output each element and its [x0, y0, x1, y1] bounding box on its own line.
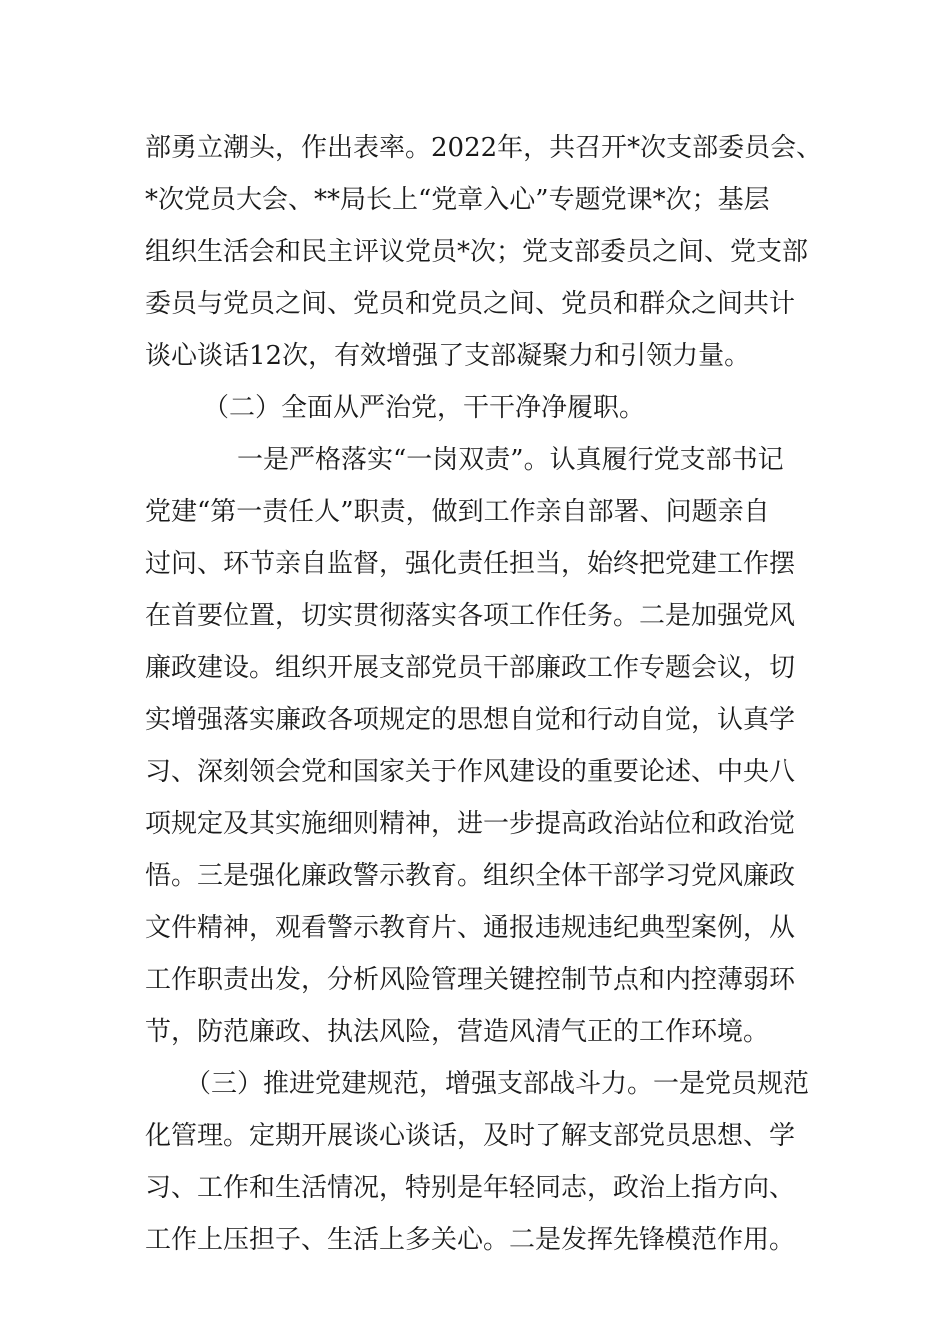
text-line-20: 化管理。定期开展谈心谈话，及时了解支部党员思想、学: [145, 1121, 796, 1151]
text-line-7: 一是严格落实“一岗双责”。认真履行党支部书记: [237, 445, 784, 475]
text-line-15: 悟。三是强化廉政警示教育。组织全体干部学习党风廉政: [145, 861, 796, 891]
text-line-16: 文件精神，观看警示教育片、通报违规违纪典型案例，从: [145, 913, 796, 943]
text-line-4: 委员与党员之间、党员和党员之间、党员和群众之间共计: [145, 289, 796, 319]
text-line-11: 廉政建设。组织开展支部党员干部廉政工作专题会议，切: [145, 653, 796, 683]
text-line-2: *次党员大会、**局长上“党章入心”专题党课*次；基层: [145, 185, 770, 215]
text-line-5: 谈心谈话12次，有效增强了支部凝聚力和引领力量。: [145, 341, 751, 371]
text-line-12: 实增强落实廉政各项规定的思想自觉和行动自觉，认真学: [145, 705, 796, 735]
text-line-22: 工作上压担子、生活上多关心。二是发挥先锋模范作用。: [145, 1225, 796, 1255]
text-line-13: 习、深刻领会党和国家关于作风建设的重要论述、中央八: [145, 757, 796, 787]
text-line-21: 习、工作和生活情况，特别是年轻同志，政治上指方向、: [145, 1173, 796, 1203]
text-line-18: 节，防范廉政、执法风险，营造风清气正的工作环境。: [145, 1017, 770, 1047]
text-line-8: 党建“第一责任人”职责，做到工作亲自部署、问题亲自: [145, 497, 770, 527]
text-line-14: 项规定及其实施细则精神，进一步提高政治站位和政治觉: [145, 809, 796, 839]
text-line-9: 过问、环节亲自监督，强化责任担当，始终把党建工作摆: [145, 549, 796, 579]
text-line-10: 在首要位置，切实贯彻落实各项工作任务。二是加强党风: [145, 601, 796, 631]
section-heading-3: （三）推进党建规范，增强支部战斗力。一是党员规范: [185, 1069, 810, 1099]
text-line-17: 工作职责出发，分析风险管理关键控制节点和内控薄弱环: [145, 965, 796, 995]
text-line-3: 组织生活会和民主评议党员*次；党支部委员之间、党支部: [145, 237, 809, 267]
document-body: [145, 122, 823, 1266]
text-line-1: 部勇立潮头，作出表率。2022年，共召开*次支部委员会、: [145, 133, 823, 163]
section-heading-2: （二）全面从严治党，干干净净履职。: [203, 393, 646, 423]
